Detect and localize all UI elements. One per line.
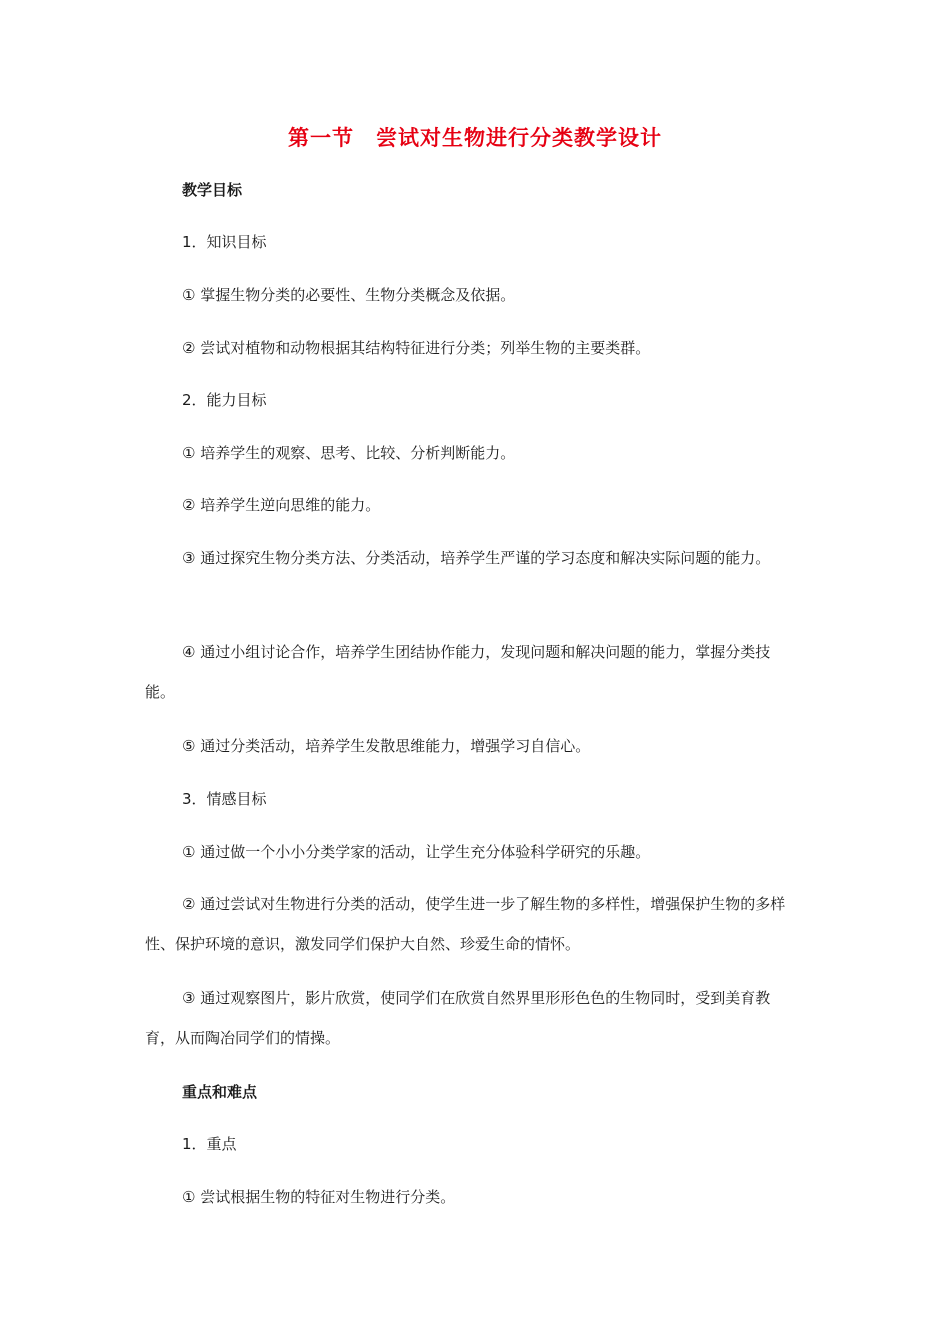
list-item: ⑤ 通过分类活动，培养学生发散思维能力，增强学习自信心。 bbox=[182, 737, 591, 755]
list-item: ③ 通过观察图片，影片欣赏，使同学们在欣赏自然界里形形色色的生物同时，受到美育教育，从而陶冶同学们的情操。 bbox=[145, 989, 771, 1047]
subheading-keypoint: 1．重点 bbox=[182, 1135, 237, 1153]
list-item: ③ 通过探究生物分类方法、分类活动，培养学生严谨的学习态度和解决实际问题的能力。 bbox=[182, 549, 771, 567]
section-heading-goals: 教学目标 bbox=[182, 181, 243, 199]
list-item: ① 通过做一个小小分类学家的活动，让学生充分体验科学研究的乐趣。 bbox=[182, 843, 651, 861]
list-item: ② 培养学生逆向思维的能力。 bbox=[182, 496, 381, 514]
list-item: ① 尝试根据生物的特征对生物进行分类。 bbox=[182, 1188, 456, 1206]
list-item: ① 培养学生的观察、思考、比较、分析判断能力。 bbox=[182, 444, 516, 462]
subheading-ability: 2．能力目标 bbox=[182, 391, 267, 409]
list-item: ④ 通过小组讨论合作，培养学生团结协作能力，发现问题和解决问题的能力，掌握分类技能。 bbox=[145, 643, 771, 701]
subheading-emotion: 3．情感目标 bbox=[182, 790, 267, 808]
subheading-knowledge: 1．知识目标 bbox=[182, 233, 267, 251]
list-item: ② 通过尝试对生物进行分类的活动，使学生进一步了解生物的多样性，增强保护生物的多样性、保护环境的意识，激发同学们保护大自然、珍爱生命的情怀。 bbox=[145, 895, 786, 953]
document-title: 第一节 尝试对生物进行分类教学设计 bbox=[288, 126, 662, 150]
list-item: ① 掌握生物分类的必要性、生物分类概念及依据。 bbox=[182, 286, 516, 304]
section-heading-keypoints: 重点和难点 bbox=[182, 1083, 258, 1101]
list-item: ② 尝试对植物和动物根据其结构特征进行分类；列举生物的主要类群。 bbox=[182, 339, 651, 357]
